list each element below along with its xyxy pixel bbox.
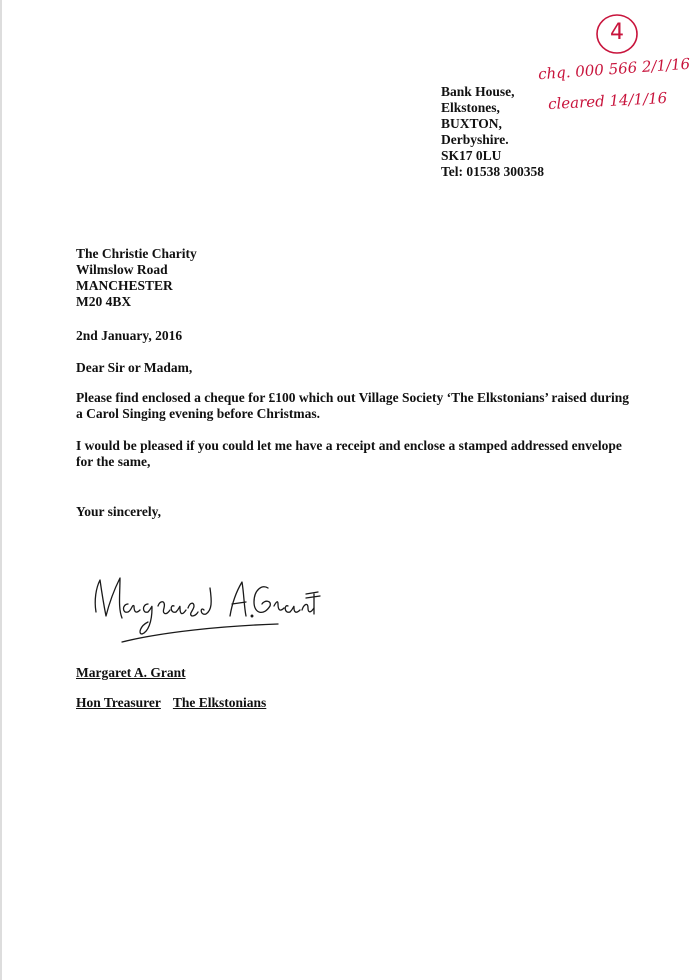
cheque-annotation: chq. 000 566 2/1/16 xyxy=(537,54,691,84)
signer-organisation: The Elkstonians xyxy=(172,695,267,710)
sender-line: Elkstones, xyxy=(441,100,500,115)
recipient-address xyxy=(76,246,197,310)
cleared-annotation: cleared 14/1/16 xyxy=(547,88,668,114)
sender-line: Derbyshire. xyxy=(441,132,509,147)
body-paragraph: Please find enclosed a cheque for £100 which out Village Society ‘The Elkstonians’ raised during a Carol Singing evening before Christmas. xyxy=(76,390,630,421)
closing: Your sincerely, xyxy=(76,504,162,519)
page-number-circle xyxy=(595,12,639,56)
recipient-line: Wilmslow Road xyxy=(76,262,168,277)
recipient-line: M20 4BX xyxy=(76,294,132,309)
sender-line: SK17 0LU xyxy=(441,148,502,163)
recipient-line: MANCHESTER xyxy=(76,278,173,293)
page-edge xyxy=(0,0,2,980)
body-paragraph: I would be pleased if you could let me have a receipt and enclose a stamped addressed envelope for the same, xyxy=(76,438,622,469)
signer-name: Margaret A. Grant xyxy=(76,665,186,680)
sender-phone: Tel: 01538 300358 xyxy=(441,164,545,179)
letter-date: 2nd January, 2016 xyxy=(76,328,183,343)
signer-role-line xyxy=(76,695,266,711)
sender-line: Bank House, xyxy=(441,84,515,99)
sender-address xyxy=(441,84,544,180)
recipient-line: The Christie Charity xyxy=(76,246,197,261)
page-number: 4 xyxy=(610,20,624,45)
handwritten-signature xyxy=(82,560,322,650)
salutation: Dear Sir or Madam, xyxy=(76,360,193,375)
sender-line: BUXTON, xyxy=(441,116,502,131)
signer-role: Hon Treasurer xyxy=(76,695,161,710)
